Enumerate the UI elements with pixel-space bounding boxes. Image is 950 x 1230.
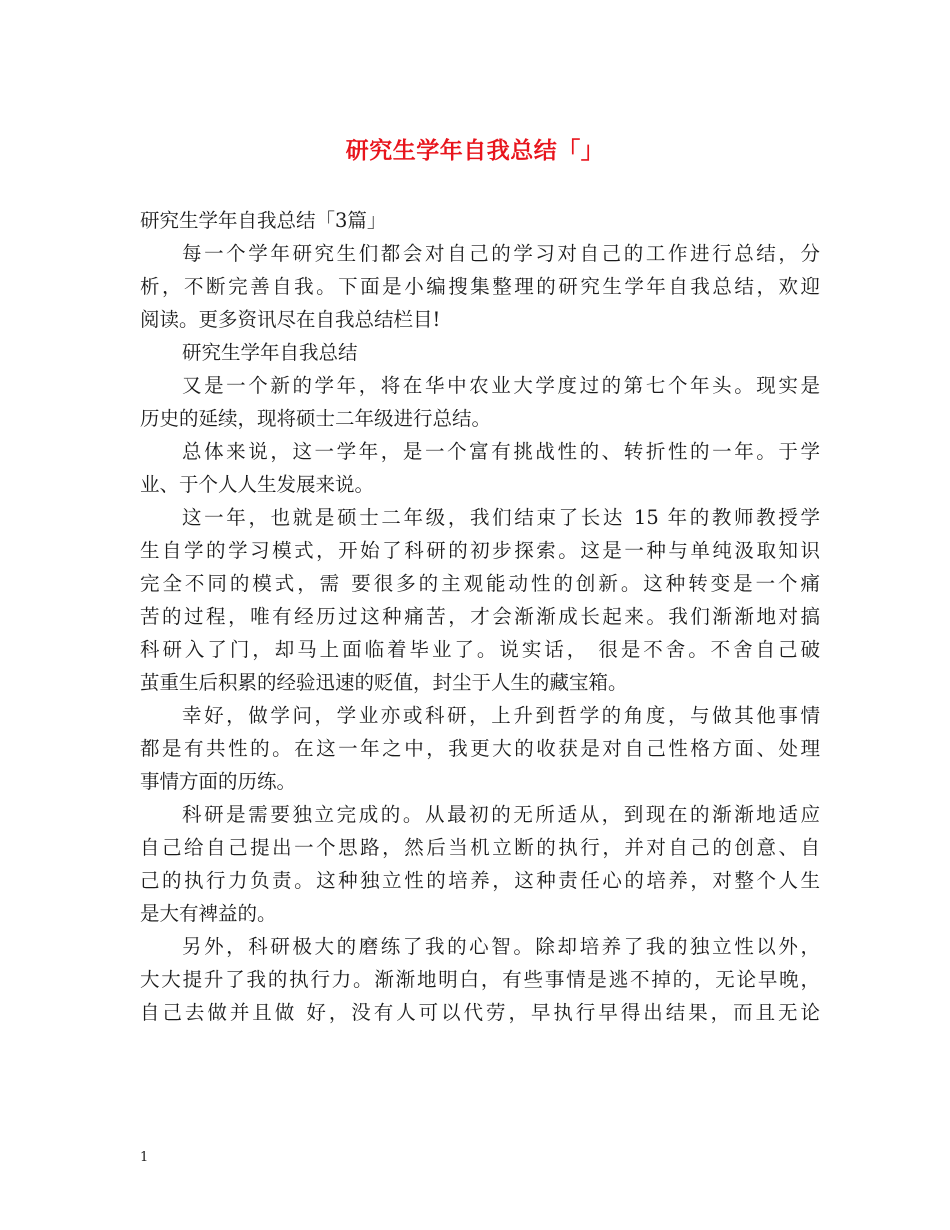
text-line: 业、于个人人生发展来说。 (140, 473, 375, 496)
text-line: 己的执行力负责。这种独立性的培养，这种责任心的培养，对整个人生 (140, 869, 820, 892)
text-line: 完全不同的模式，需 要很多的主观能动性的创新。这种转变是一个痛 (140, 572, 820, 595)
text-line: 历史的延续，现将硕士二年级进行总结。 (140, 407, 492, 430)
text-line: 事情方面的历练。 (140, 770, 297, 793)
text-line: 是大有裨益的。 (140, 902, 277, 925)
text-line: 苦的过程，唯有经历过这种痛苦，才会渐渐成长起来。我们渐渐地对搞 (140, 605, 820, 628)
text-line: 每一个学年研究生们都会对自己的学习对自己的工作进行总结，分 (182, 242, 820, 265)
text-line: 都是有共性的。在这一年之中，我更大的收获是对自己性格方面、处理 (140, 737, 820, 760)
text-line: 科研入了门，却马上面临着毕业了。说实话， 很是不舍。不舍自己破 (140, 638, 820, 661)
text-line: 又是一个新的学年，将在华中农业大学度过的第七个年头。现实是 (182, 374, 820, 397)
page-number: 1 (140, 1150, 149, 1165)
document-title: 研究生学年自我总结「」 (345, 137, 605, 164)
text-line: 幸好，做学问，学业亦或科研，上升到哲学的角度，与做其他事情 (182, 704, 820, 727)
text-line: 研究生学年自我总结「3篇」 (140, 209, 387, 232)
text-line: 大大提升了我的执行力。渐渐地明白，有些事情是逃不掉的，无论早晚， (140, 968, 820, 991)
text-line: 总体来说，这一学年，是一个富有挑战性的、转折性的一年。于学 (182, 440, 820, 463)
text-line: 这一年，也就是硕士二年级，我们结束了长达 15 年的教师教授学 (182, 506, 820, 529)
text-line: 自己给自己提出一个思路，然后当机立断的执行，并对自己的创意、自 (140, 836, 820, 859)
text-line: 自己去做并且做 好，没有人可以代劳，早执行早得出结果，而且无论 (140, 1001, 820, 1024)
document-body (140, 204, 820, 1029)
text-line: 另外，科研极大的磨练了我的心智。除却培养了我的独立性以外， (182, 935, 820, 958)
text-line: 析，不断完善自我。下面是小编搜集整理的研究生学年自我总结，欢迎 (140, 275, 820, 298)
text-line: 阅读。更多资讯尽在自我总结栏目! (140, 308, 441, 331)
text-line: 生自学的学习模式，开始了科研的初步探索。这是一种与单纯汲取知识 (140, 539, 820, 562)
text-line: 科研是需要独立完成的。从最初的无所适从，到现在的渐渐地适应 (182, 803, 820, 826)
text-line: 茧重生后积累的经验迅速的贬值，封尘于人生的藏宝箱。 (140, 671, 628, 694)
text-line: 研究生学年自我总结 (182, 341, 358, 364)
